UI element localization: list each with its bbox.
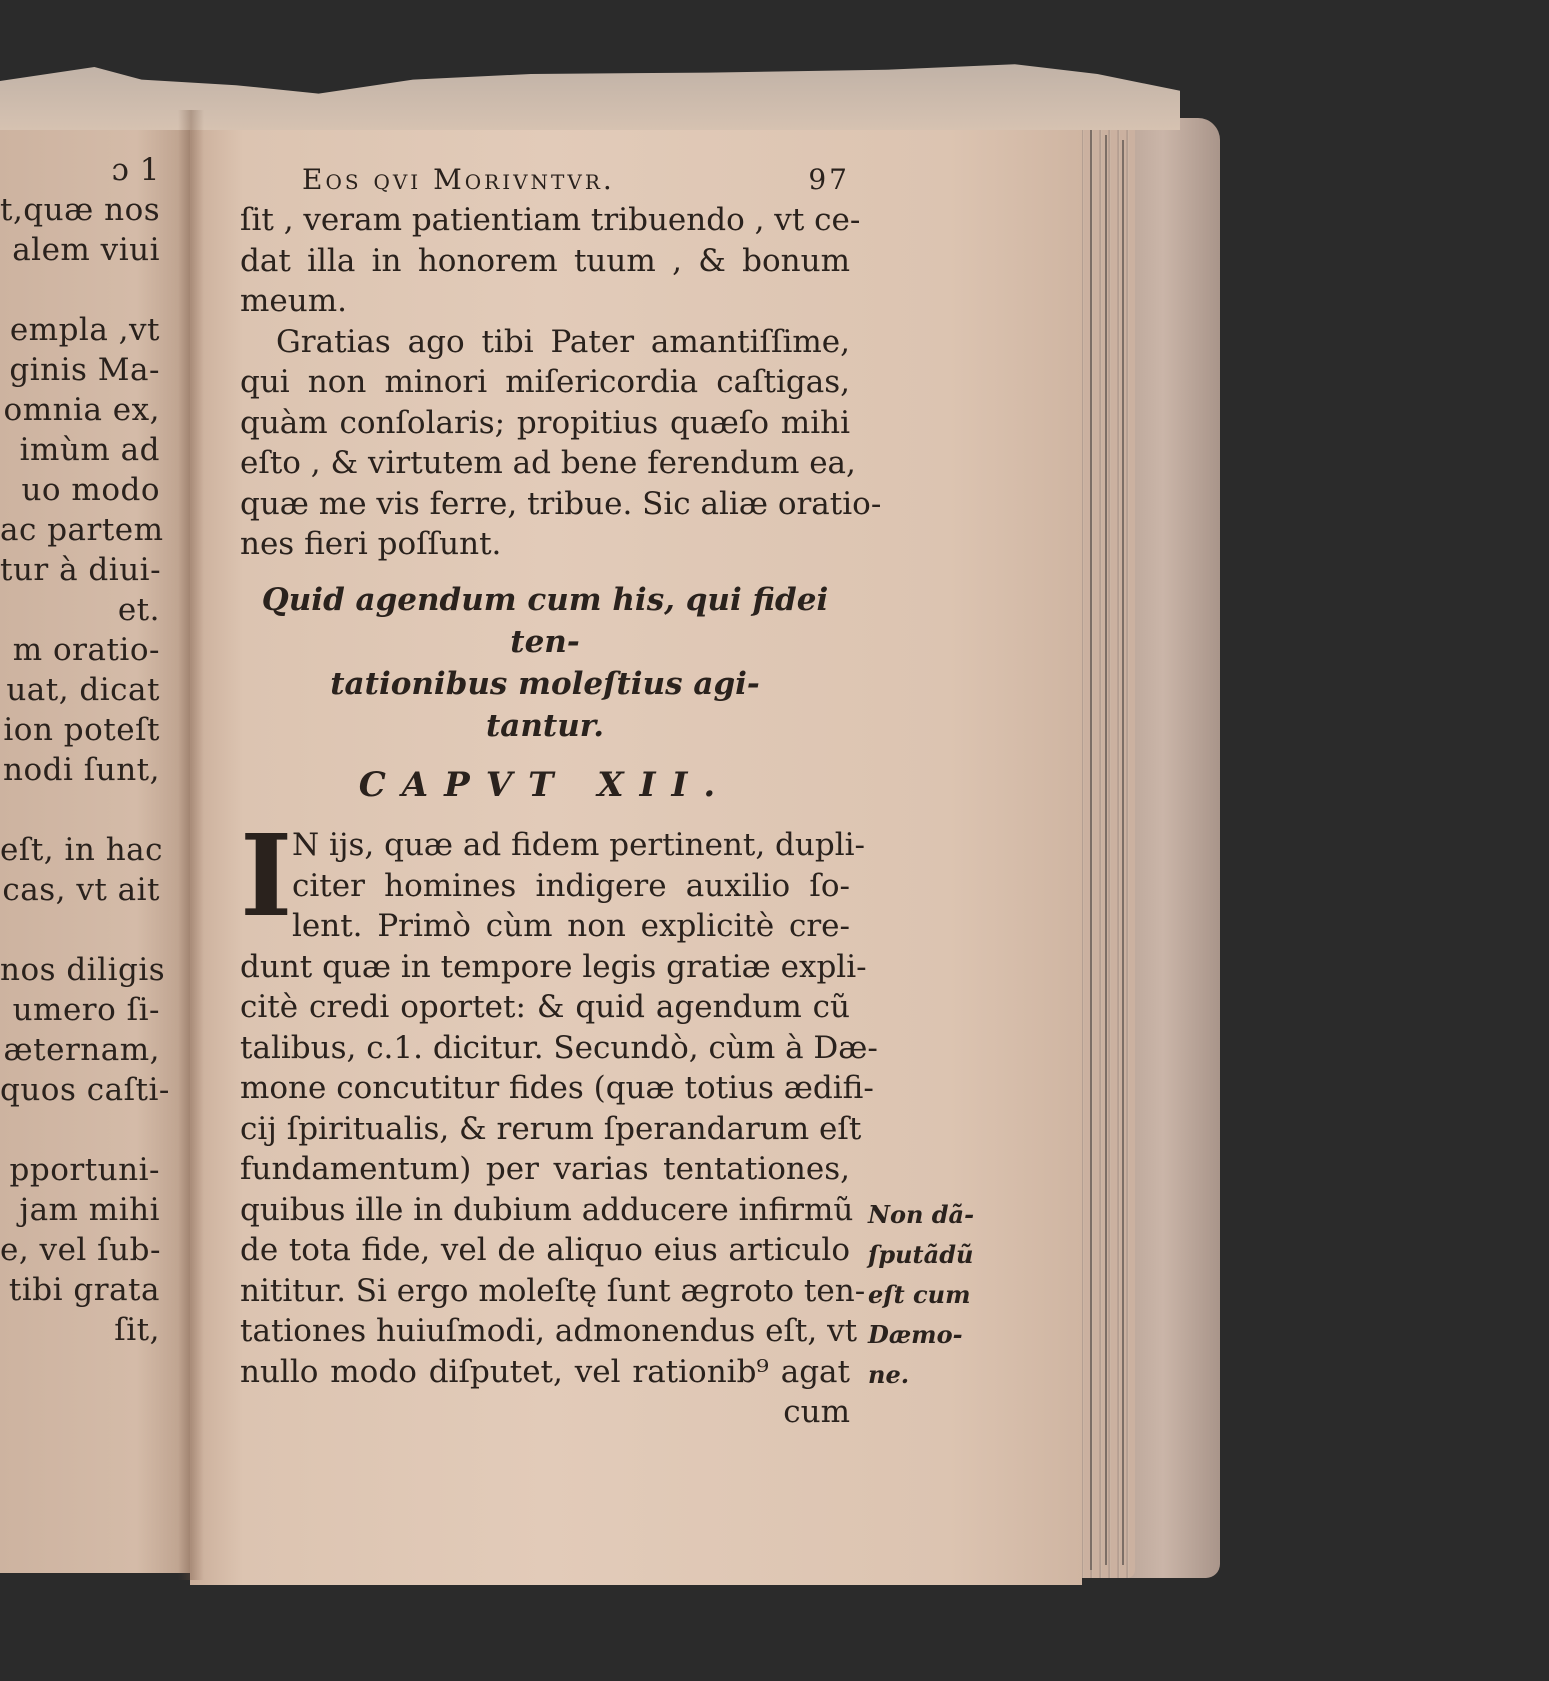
left-line: e, vel ſub- <box>0 1232 161 1268</box>
text-line: mone concutitur fides (quæ totius ædifi- <box>240 1070 874 1106</box>
left-line: m oratio- <box>12 632 160 668</box>
text-line: nititur. Si ergo moleſtę ſunt ægroto ten- <box>240 1272 866 1309</box>
left-line: et. <box>117 592 160 628</box>
left-line: ion poteſt <box>3 712 160 748</box>
margin-note <box>868 1195 978 1395</box>
chapter-title: CAPVT XII. <box>358 764 732 805</box>
running-header <box>302 160 850 200</box>
text-line: meum. <box>240 283 347 319</box>
left-line: uo modo <box>21 472 160 508</box>
text-line: fundamentum) per varias tentationes, <box>240 1151 850 1187</box>
margin-note-line: ne. <box>868 1360 910 1389</box>
left-line: umero ſi- <box>12 992 160 1028</box>
left-line <box>0 1110 160 1150</box>
margin-note-line: eſt cum <box>868 1280 971 1309</box>
left-line: eſt, in hac <box>0 832 164 868</box>
left-line <box>0 790 160 830</box>
page-edge-line <box>1090 130 1092 1570</box>
left-line: tur à diui- <box>0 552 162 588</box>
catchword: cum <box>783 1394 850 1430</box>
text-line: cij ſpiritualis, & rerum ſperandarum eſt <box>240 1110 862 1147</box>
text-line: dunt quæ in tempore legis gratiæ expli- <box>240 948 867 985</box>
page-number: 97 <box>808 163 850 196</box>
text-line: lent. Primò cùm non explicitè cre- <box>292 908 850 944</box>
paragraph-1 <box>240 200 861 322</box>
book-spine <box>1125 118 1220 1578</box>
paragraph-2 <box>240 322 882 565</box>
left-line: tibi grata <box>8 1272 160 1308</box>
left-line: ɔ 1 <box>111 152 160 188</box>
text-line: citer homines indigere auxilio ſo- <box>292 867 850 904</box>
left-line: ginis Ma- <box>9 352 160 388</box>
left-line: alem viui <box>12 232 160 268</box>
left-line <box>0 910 160 950</box>
text-line: de tota fide, vel de aliquo eius articulo <box>240 1232 850 1268</box>
left-line: imùm ad <box>19 432 160 468</box>
left-line <box>0 270 160 310</box>
text-line: qui non minori miſericordia caſtigas, <box>240 364 850 400</box>
text-line: eſto , & virtutem ad bene ferendum ea, <box>240 445 856 481</box>
left-line: nos diligis <box>0 952 166 988</box>
left-line: nodi ſunt, <box>3 752 160 788</box>
heading-line: tantur. <box>485 707 605 744</box>
left-line: jam mihi <box>19 1192 160 1228</box>
heading-line: tationibus moleſtius agi- <box>330 665 760 702</box>
margin-note-line: Dæmo- <box>868 1320 963 1349</box>
left-line: æternam, <box>3 1032 160 1068</box>
text-line: nes fieri poſſunt. <box>240 526 502 562</box>
left-line: empla ,vt <box>9 312 160 348</box>
text-line: quàm conſolaris; propitius quæſo mihi <box>240 404 850 441</box>
text-line: citè credi oportet: & quid agendum cũ <box>240 989 850 1025</box>
margin-note-line: ſputãdũ <box>868 1240 974 1269</box>
left-line: cas, vt ait <box>2 872 160 908</box>
section-heading <box>240 579 850 747</box>
text-line: ſit , veram patientiam tribuendo , vt ce- <box>240 202 861 238</box>
left-line: t,quæ nos <box>0 192 161 228</box>
text-line: talibus, c.1. dicitur. Secundò, cùm à Dæ- <box>240 1029 878 1066</box>
book-gutter <box>178 110 204 1580</box>
right-page-column <box>240 160 882 1433</box>
text-line: nullo modo diſputet, vel rationib⁹ agat <box>240 1353 850 1390</box>
text-line: quæ me vis ferre, tribue. Sic aliæ oratio- <box>240 485 882 522</box>
text-line: Gratias ago tibi Pater amantiſſime, <box>276 323 850 360</box>
text-line: tationes huiuſmodi, admonendus eſt, vt <box>240 1313 858 1349</box>
page-edge-line <box>1105 135 1107 1565</box>
left-page-text <box>0 150 170 1350</box>
left-line: omnia ex, <box>3 392 160 428</box>
left-line: quos caſti- <box>0 1072 170 1108</box>
text-line: N ijs, quæ ad fidem pertinent, dupli- <box>292 827 866 863</box>
text-line: quibus ille in dubium adducere infirmũ <box>240 1191 854 1228</box>
running-title: Eos qvi Morivntvr. <box>302 163 615 196</box>
left-line: pportuni- <box>9 1152 160 1188</box>
drop-cap: I <box>240 811 293 942</box>
margin-note-line: Non dã- <box>868 1200 975 1229</box>
page-edge-line <box>1122 140 1124 1565</box>
text-line: dat illa in honorem tuum , & bonum <box>240 242 850 279</box>
left-line: ac partem <box>0 512 164 548</box>
left-line: uat, dicat <box>6 672 160 708</box>
left-line: ſit, <box>114 1312 160 1348</box>
heading-line: Quid agendum cum his, qui fidei ten- <box>261 581 829 660</box>
chapter-body <box>240 811 878 1433</box>
